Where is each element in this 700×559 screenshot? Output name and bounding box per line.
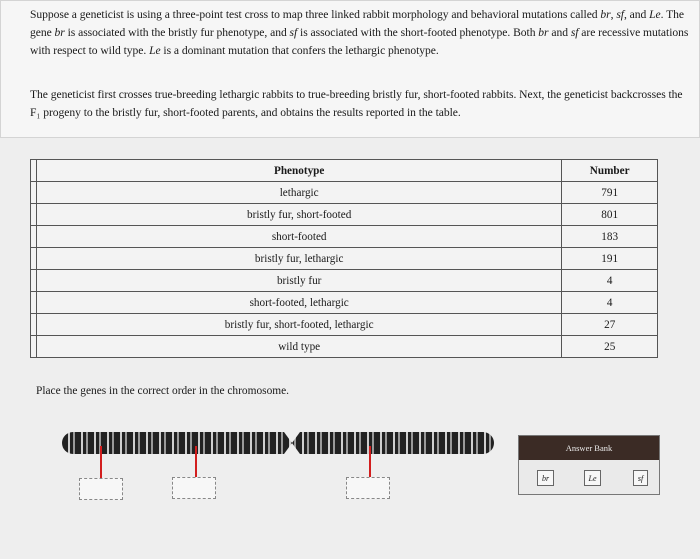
number-cell: 191 <box>562 248 658 270</box>
phenotype-cell: short-footed, lethargic <box>36 292 561 314</box>
table-row <box>31 336 658 358</box>
table-row <box>31 204 658 226</box>
results-table <box>30 159 658 358</box>
centromere-top <box>284 432 300 443</box>
question-paragraph-2: The geneticist first crosses true-breeding lethargic rabbits to true-breeding bristly fur, short-footed rabbits. Next, the geneticist backcrosses the F₁ progeny to the bristly fur, short-footed parents, and obtains the results reported in the table. <box>30 88 683 119</box>
number-cell: 183 <box>562 226 658 248</box>
drop-slot-3[interactable] <box>346 477 390 499</box>
phenotype-cell: bristly fur <box>36 270 561 292</box>
centromere-bottom <box>284 443 300 454</box>
answer-chip-le[interactable]: Le <box>584 470 601 486</box>
answer-chip-sf[interactable]: sf <box>633 470 648 486</box>
drop-slot-2[interactable] <box>172 477 216 499</box>
phenotype-cell: bristly fur, short-footed, lethargic <box>36 314 561 336</box>
table-row <box>31 182 658 204</box>
number-cell: 4 <box>562 292 658 314</box>
phenotype-cell: lethargic <box>36 182 561 204</box>
table-row <box>31 248 658 270</box>
phenotype-header: Phenotype <box>36 160 561 182</box>
number-cell: 25 <box>562 336 658 358</box>
drop-slot-1[interactable] <box>79 478 123 500</box>
answer-bank <box>518 435 660 495</box>
phenotype-cell: short-footed <box>36 226 561 248</box>
table-header-row <box>31 160 658 182</box>
chromosome-bar <box>62 432 494 454</box>
answer-bank-title: Answer Bank <box>519 436 659 460</box>
table-row <box>31 292 658 314</box>
question-paragraph-1: Suppose a geneticist is using a three-point test cross to map three linked rabbit morphology and behavioral mutations called br, sf, and Le. The gene br is associated with the bristly fur phenotype, and sf is associated with the short-footed phenotype. Both br and sf are recessive mutations with respect to wild type. Le is a dominant mutation that confers the lethargic phenotype. <box>30 8 689 57</box>
instruction-text: Place the genes in the correct order in the chromosome. <box>36 385 290 397</box>
phenotype-cell: bristly fur, lethargic <box>36 248 561 270</box>
phenotype-cell: wild type <box>36 336 561 358</box>
table-row <box>31 226 658 248</box>
table-row <box>31 314 658 336</box>
chromosome <box>62 432 494 454</box>
number-cell: 791 <box>562 182 658 204</box>
phenotype-cell: bristly fur, short-footed <box>36 204 561 226</box>
table-row <box>31 270 658 292</box>
number-cell: 27 <box>562 314 658 336</box>
number-cell: 801 <box>562 204 658 226</box>
number-cell: 4 <box>562 270 658 292</box>
answer-chip-br[interactable]: br <box>537 470 554 486</box>
number-header: Number <box>562 160 658 182</box>
